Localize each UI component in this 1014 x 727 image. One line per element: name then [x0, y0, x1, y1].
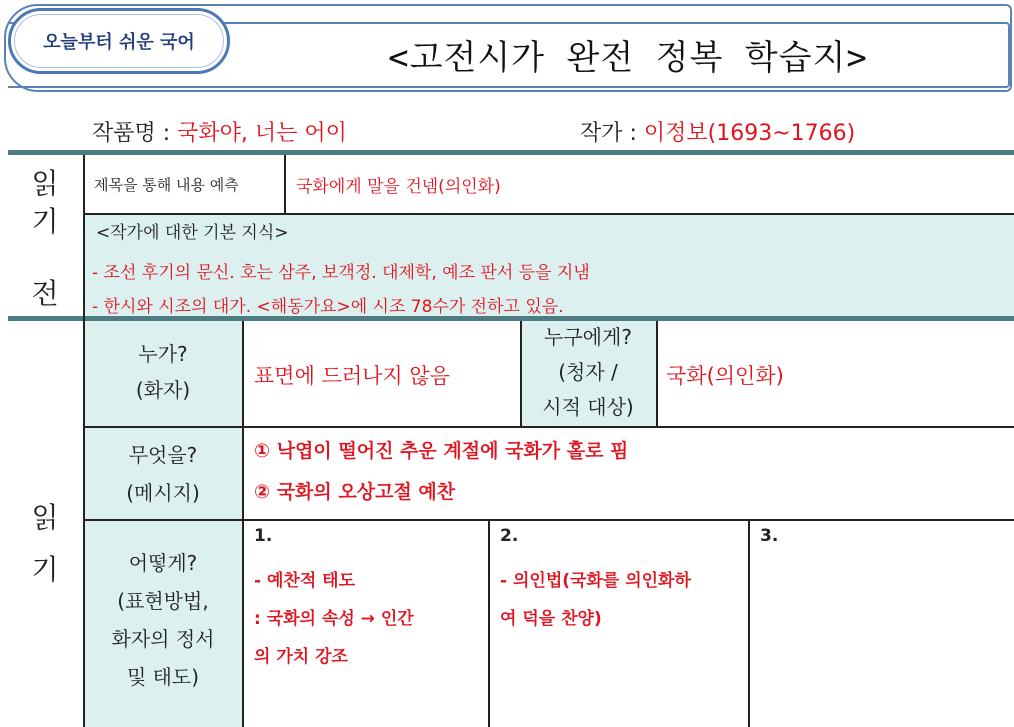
- author-knowledge-title: <작가에 대한 기본 지식>: [96, 223, 289, 243]
- divider: [488, 519, 490, 727]
- author-label: 작가 :: [580, 121, 644, 146]
- to-whom-value: 국화(의인화): [666, 364, 784, 388]
- who-question-line1: 누가?: [138, 342, 188, 366]
- how-col2-line1: - 의인법(국화를 의인화하: [500, 571, 691, 591]
- who-question-line2: (화자): [135, 378, 191, 402]
- series-label: 오늘부터 쉬운 국어: [43, 32, 195, 53]
- who-value: 표면에 드러나지 않음: [254, 364, 450, 388]
- to-whom-question-line1: 누구에게?: [544, 325, 632, 349]
- divider: [84, 426, 1014, 428]
- divider: [656, 321, 658, 426]
- work-title-value: 국화야, 너는 어이: [177, 121, 347, 146]
- how-question-line1: 어떻게?: [128, 551, 198, 575]
- how-col2-line2: 여 덕을 찬양): [500, 609, 602, 629]
- who-question: [84, 336, 242, 408]
- divider: [84, 213, 1014, 215]
- what-value-2: ② 국화의 오상고절 예찬: [254, 481, 456, 503]
- what-value-1: ① 낙엽이 떨어진 추운 계절에 국화가 홀로 핌: [254, 440, 629, 462]
- to-whom-question-line2: (청자 /: [558, 360, 618, 384]
- how-question-line2: (표현방법,: [117, 589, 209, 613]
- before-reading-label-3: 전: [31, 277, 59, 310]
- how-col1-line1: - 예찬적 태도: [254, 571, 356, 591]
- divider: [84, 519, 1014, 521]
- how-col2-number: 2.: [500, 526, 519, 546]
- page-title: <고전시가 완전 정복 학습지>: [388, 38, 868, 78]
- author-value: 이정보(1693~1766): [643, 121, 856, 146]
- how-col1-line2: : 국화의 속성 → 인간: [254, 609, 414, 629]
- author-knowledge-2: - 한시와 시조의 대가. <해동가요>에 시조 78수가 전하고 있음.: [92, 297, 564, 317]
- author-line: [580, 116, 855, 147]
- series-badge: [8, 8, 230, 74]
- author-knowledge-1: - 조선 후기의 문신. 호는 삼주, 보객정. 대제학, 예조 판서 등을 지냄: [92, 263, 590, 283]
- how-col3-number: 3.: [760, 526, 779, 546]
- what-question-line1: 무엇을?: [128, 443, 198, 467]
- table-top-band: [8, 150, 1014, 155]
- predict-label: 제목을 통해 내용 예측: [94, 176, 239, 194]
- what-question: [84, 436, 242, 512]
- work-title-line: [92, 116, 347, 147]
- before-reading-label-2: 기: [31, 205, 59, 238]
- reading-label-2: 기: [31, 553, 59, 586]
- before-reading-label-1: 읽: [31, 167, 59, 200]
- divider: [284, 155, 286, 213]
- divider: [748, 519, 750, 727]
- to-whom-question: [520, 320, 656, 425]
- how-col1-line3: 의 가치 강조: [254, 647, 348, 667]
- how-question-line3: 화자의 정서: [111, 627, 215, 651]
- reading-label-1: 읽: [31, 501, 59, 534]
- how-col1-number: 1.: [254, 526, 273, 546]
- work-title-label: 작품명 :: [92, 121, 178, 146]
- how-question: [84, 544, 242, 696]
- how-question-line4: 및 태도): [126, 665, 200, 689]
- to-whom-question-line3: 시적 대상): [542, 395, 634, 419]
- what-question-line2: (메시지): [126, 481, 200, 505]
- predict-value: 국화에게 말을 건넴(의인화): [296, 177, 501, 197]
- divider: [242, 321, 244, 727]
